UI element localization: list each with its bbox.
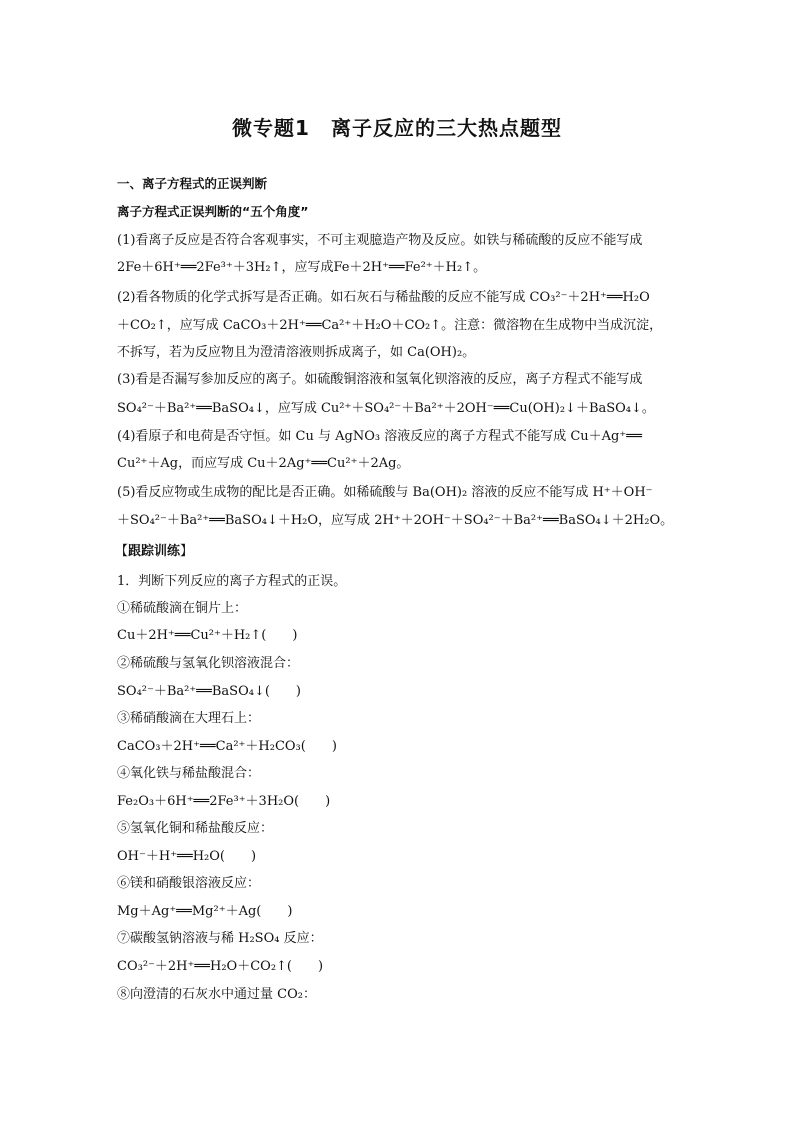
point-4-line-1: (4)看原子和电荷是否守恒。如 Cu 与 AgNO₃ 溶液反应的离子方程式不能写成 Cu＋Ag⁺══ <box>117 429 642 444</box>
exercise-item-3-desc: ③稀硝酸滴在大理石上： <box>117 711 261 726</box>
exercise-item-5-desc: ⑤氢氧化铜和稀盐酸反应： <box>117 821 274 836</box>
point-5-line-1: (5)看反应物或生成物的配比是否正确。如稀硫酸与 Ba(OH)₂ 溶液的反应不能写成 H⁺＋OH⁻ <box>117 485 653 500</box>
point-5-line-2: ＋SO₄²⁻＋Ba²⁺══BaSO₄↓＋H₂O，应写成 2H⁺＋2OH⁻＋SO₄²⁻＋Ba²⁺══BaSO₄↓＋2H₂O。 <box>117 513 674 528</box>
exercise-item-3-equation[interactable]: CaCO₃＋2H⁺══Ca²⁺＋H₂CO₃( ) <box>117 739 337 754</box>
exercise-item-5-equation[interactable]: OH⁻＋H⁺══H₂O( ) <box>117 849 257 864</box>
point-3-line-2: SO₄²⁻＋Ba²⁺══BaSO₄↓，应写成 Cu²⁺＋SO₄²⁻＋Ba²⁺＋2OH⁻══Cu(OH)₂↓＋BaSO₄↓。 <box>117 401 655 416</box>
exercise-item-1-equation[interactable]: Cu＋2H⁺══Cu²⁺＋H₂↑( ) <box>117 628 298 643</box>
section-heading: 一、离子方程式的正误判断 <box>117 176 268 191</box>
point-3-line-1: (3)看是否漏写参加反应的离子。如硫酸铜溶液和氢氧化钡溶液的反应，离子方程式不能写成 <box>117 372 643 387</box>
exercise-item-7-equation[interactable]: CO₃²⁻＋2H⁺══H₂O＋CO₂↑( ) <box>117 959 324 974</box>
exercise-item-7-desc: ⑦碳酸氢钠溶液与稀 H₂SO₄ 反应： <box>117 931 323 946</box>
exercise-item-4-equation[interactable]: Fe₂O₃＋6H⁺══2Fe³⁺＋3H₂O( ) <box>117 794 331 809</box>
exercise-item-1-desc: ①稀硫酸滴在铜片上： <box>117 601 248 616</box>
section-subheading: 离子方程式正误判断的“五个角度” <box>117 204 309 219</box>
practice-label: 跟踪训练 <box>128 544 181 559</box>
point-1-line-2: 2Fe＋6H⁺══2Fe³⁺＋3H₂↑，应写成Fe＋2H⁺══Fe²⁺＋H₂↑。 <box>117 260 487 275</box>
practice-bracket-left: 【 <box>115 544 129 559</box>
exercise-item-4-desc: ④氧化铁与稀盐酸混合： <box>117 766 261 781</box>
exercise-item-6-desc: ⑥镁和硝酸银溶液反应： <box>117 876 261 891</box>
point-2-line-2: ＋CO₂↑，应写成 CaCO₃＋2H⁺══Ca²⁺＋H₂O＋CO₂↑。注意：微溶物在生成物中当成沉淀， <box>117 318 663 333</box>
practice-bracket-right: 】 <box>180 544 194 559</box>
page-title: 微专题1 离子反应的三大热点题型 <box>232 116 562 140</box>
exercise-question: 1．判断下列反应的离子方程式的正误。 <box>117 574 347 589</box>
point-2-line-3: 不拆写，若为反应物且为澄清溶液则拆成离子，如 Ca(OH)₂。 <box>117 345 476 360</box>
exercise-item-2-equation[interactable]: SO₄²⁻＋Ba²⁺══BaSO₄↓( ) <box>117 684 301 699</box>
exercise-item-6-equation[interactable]: Mg＋Ag⁺══Mg²⁺＋Ag( ) <box>117 904 293 919</box>
point-2-line-1: (2)看各物质的化学式拆写是否正确。如石灰石与稀盐酸的反应不能写成 CO₃²⁻＋2H⁺══H₂O <box>117 290 650 305</box>
exercise-item-8-desc: ⑧向澄清的石灰水中通过量 CO₂： <box>117 987 316 1002</box>
practice-heading <box>115 540 193 559</box>
exercise-item-2-desc: ②稀硫酸与氢氧化钡溶液混合： <box>117 656 300 671</box>
point-1-line-1: (1)看离子反应是否符合客观事实，不可主观臆造产物及反应。如铁与稀硫酸的反应不能写成 <box>117 233 643 248</box>
point-4-line-2: Cu²⁺＋Ag，而应写成 Cu＋2Ag⁺══Cu²⁺＋2Ag。 <box>117 456 410 471</box>
